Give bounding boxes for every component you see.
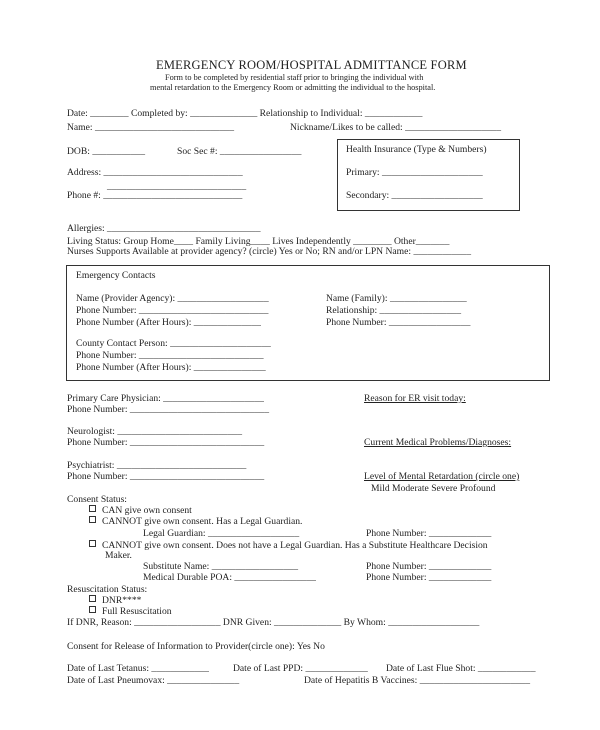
form-title: EMERGENCY ROOM/HOSPITAL ADMITTANCE FORM [156,58,467,72]
living-status-field[interactable]: Living Status: Group Home____ Family Living____ Lives Independently ________ Other_______ [67,236,450,247]
primary-care-physician-field[interactable]: Primary Care Physician: _____________________ [67,393,264,404]
ec-name-provider-field[interactable]: Name (Provider Agency): ___________________ [76,293,269,304]
level-mental-retardation-label: Level of Mental Retardation (circle one) [364,471,520,482]
consent-cannot-no-guardian-label: CANNOT give own consent. Does not have a Legal Guardian. Has a Substitute Healthcare Decision [102,540,488,551]
ec-county-after-hours-field[interactable]: Phone Number (After Hours): _______________ [76,362,266,373]
hepatitis-b-field[interactable]: Date of Hepatitis B Vaccines: _______________________ [304,675,531,686]
nurses-supports-field[interactable]: Nurses Supports Available at provider agency? (circle) Yes or No; RN and/or LPN Name: ____________ [67,246,472,257]
nickname-field[interactable]: Nickname/Likes to be called: ____________________ [290,122,502,133]
consent-cannot-no-guardian-label-line2: Maker. [105,550,132,561]
ppd-field[interactable]: Date of Last PPD: _____________ [233,663,368,674]
ec-relationship-field[interactable]: Relationship: _________________ [326,305,462,316]
flu-shot-field[interactable]: Date of Last Flue Shot: ____________ [386,663,536,674]
dnr-label: DNR**** [102,595,142,606]
consent-cannot-guardian-label: CANNOT give own consent. Has a Legal Guardian. [102,516,303,527]
psychiatrist-field[interactable]: Psychiatrist: ___________________________ [67,460,247,471]
neurologist-field[interactable]: Neurologist: __________________________ [67,426,243,437]
reason-er-visit-label: Reason for ER visit today: [364,393,466,404]
substitute-name-field[interactable]: Substitute Name: __________________ [143,561,299,572]
ec-phone-field[interactable]: Phone Number: ___________________________ [76,305,269,316]
psychiatrist-phone-field[interactable]: Phone Number: ____________________________ [67,471,265,482]
consent-can-label: CAN give own consent [102,505,192,516]
medical-poa-phone-field[interactable]: Phone Number: _____________ [366,572,492,583]
ec-county-contact-field[interactable]: County Contact Person: _____________________ [76,338,271,349]
if-dnr-row[interactable]: If DNR, Reason: __________________ DNR Given: ______________ By Whom: ___________________ [67,617,480,628]
substitute-phone-field[interactable]: Phone Number: _____________ [366,561,492,572]
checkbox-icon[interactable] [89,505,96,512]
medical-poa-field[interactable]: Medical Durable POA: _________________ [143,572,316,583]
pcp-phone-field[interactable]: Phone Number: _____________________________ [67,404,269,415]
legal-guardian-phone-field[interactable]: Phone Number: _____________ [366,528,492,539]
current-medical-problems-label: Current Medical Problems/Diagnoses: [364,437,512,448]
health-insurance-title: Health Insurance (Type & Numbers) [346,144,487,155]
ec-county-phone-field[interactable]: Phone Number: __________________________ [76,350,264,361]
resuscitation-status-label: Resuscitation Status: [67,584,148,595]
consent-can-option[interactable] [89,505,192,516]
tetanus-field[interactable]: Date of Last Tetanus: ____________ [67,663,209,674]
checkbox-icon[interactable] [89,606,96,613]
pneumovax-field[interactable]: Date of Last Pneumovax: _______________ [67,675,240,686]
allergies-field[interactable]: Allergies: ________________________________ [67,223,261,234]
checkbox-icon[interactable] [89,595,96,602]
level-options[interactable]: Mild Moderate Severe Profound [371,483,496,494]
consent-cannot-no-guardian-option[interactable] [89,540,488,551]
consent-cannot-guardian-option[interactable] [89,516,302,527]
full-resuscitation-option[interactable] [89,606,172,617]
ec-family-phone-field[interactable]: Phone Number: _________________ [326,317,471,328]
ec-phone-after-hours-field[interactable]: Phone Number (After Hours): ______________ [76,317,261,328]
legal-guardian-field[interactable]: Legal Guardian: ___________________ [143,528,300,539]
address-field[interactable]: Address: _____________________________ [67,167,243,178]
form-subtitle-line1: Form to be completed by residential staff prior to bringing the individual with [165,73,424,82]
checkbox-icon[interactable] [89,540,96,547]
checkbox-icon[interactable] [89,516,96,523]
insurance-secondary-field[interactable]: Secondary: ___________________ [346,190,483,201]
emergency-contacts-title: Emergency Contacts [76,270,156,281]
name-field[interactable]: Name: _____________________________ [67,122,235,133]
phone-field[interactable]: Phone #: _____________________________ [67,190,243,201]
form-subtitle-line2: mental retardation to the Emergency Room or admitting the individual to the hospital. [150,83,436,92]
insurance-primary-field[interactable]: Primary: _____________________ [346,167,483,178]
consent-status-label: Consent Status: [67,494,127,505]
dnr-option[interactable] [89,595,141,606]
full-resuscitation-label: Full Resuscitation [102,606,172,617]
address-field-line2[interactable]: _____________________________ [107,181,247,192]
date-completed-relationship-row[interactable]: Date: ________ Completed by: ______________ Relationship to Individual: ____________ [67,108,423,119]
ec-name-family-field[interactable]: Name (Family): ________________ [326,293,467,304]
consent-release-row[interactable]: Consent for Release of Information to Provider(circle one): Yes No [67,641,325,652]
dob-field[interactable]: DOB: ___________ [67,146,146,157]
neurologist-phone-field[interactable]: Phone Number: ____________________________ [67,437,265,448]
soc-sec-field[interactable]: Soc Sec #: _________________ [177,146,302,157]
